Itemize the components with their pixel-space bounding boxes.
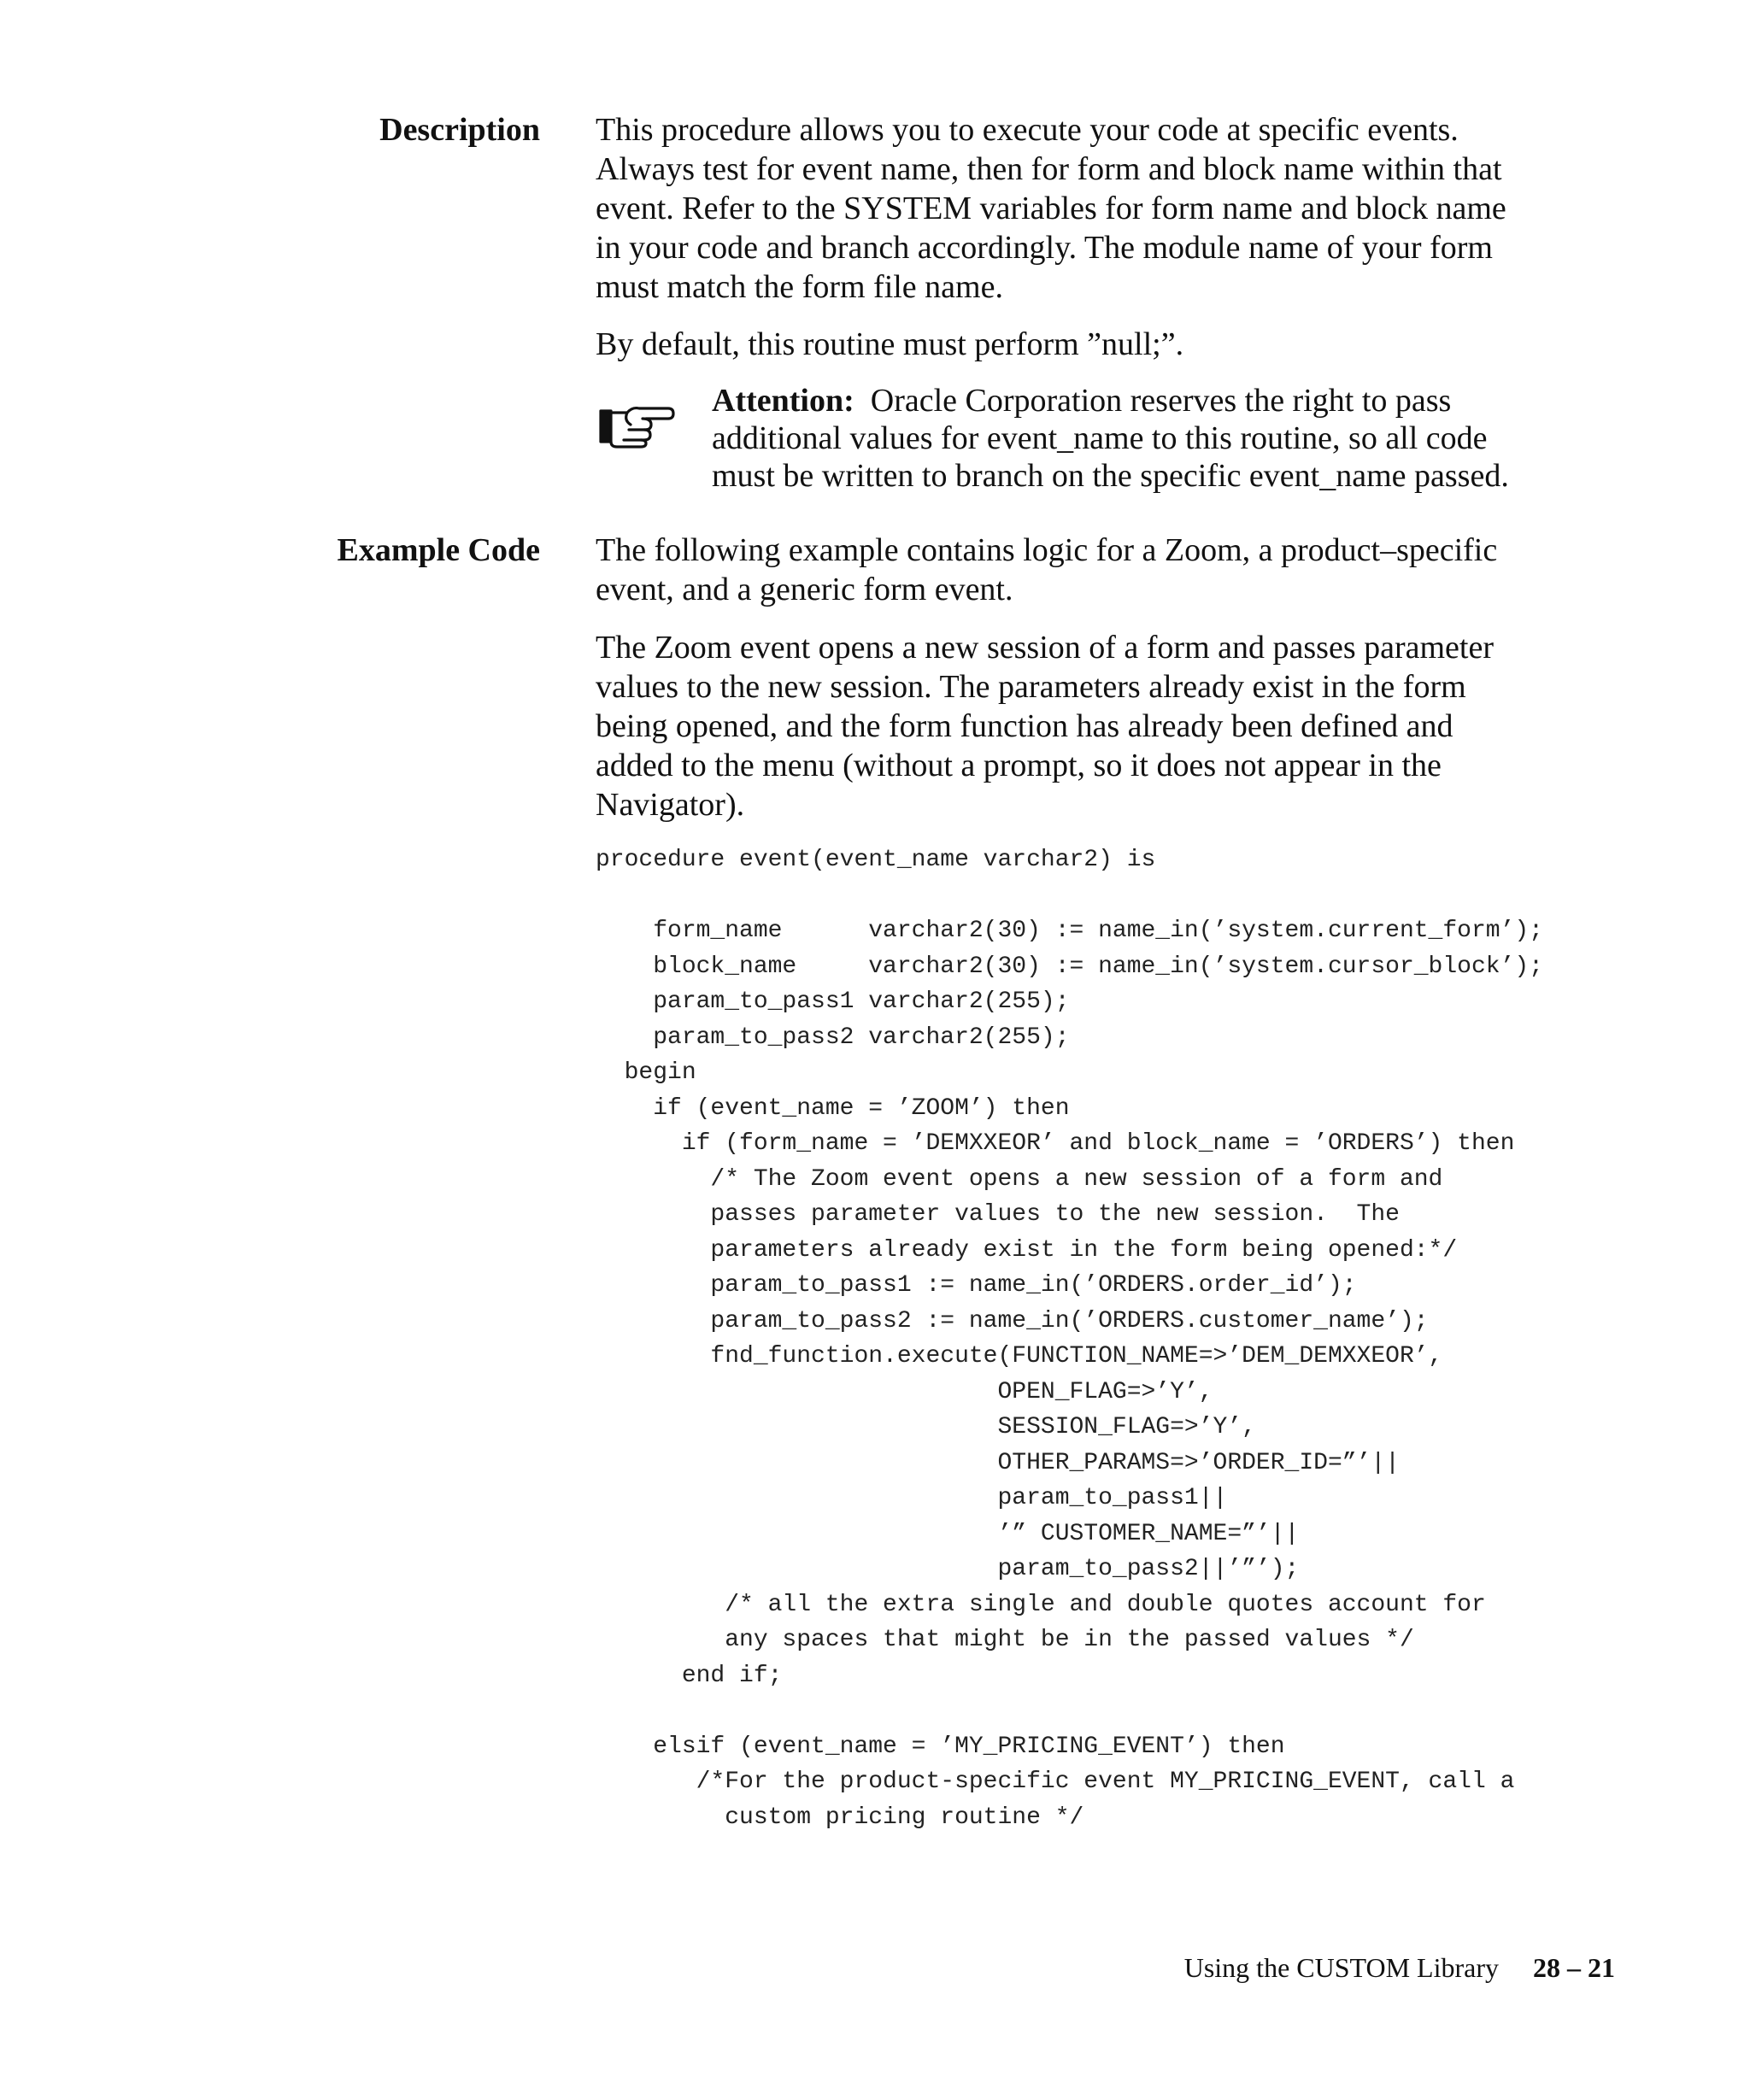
description-line: in your code and branch accordingly. The module name of your form <box>596 230 1493 266</box>
attention-line: additional values for event_name to this routine, so all code <box>712 420 1488 456</box>
attention-note <box>712 382 1652 495</box>
zoom-event-line: added to the menu (without a prompt, so it does not appear in the <box>596 748 1442 783</box>
example-intro-line: event, and a generic form event. <box>596 572 1013 607</box>
zoom-event-line: values to the new session. The parameters already exist in the form <box>596 669 1466 705</box>
description-line: Always test for event name, then for form and block name within that <box>596 151 1502 187</box>
description-line: must match the form file name. <box>596 269 1003 305</box>
pointing-hand-icon <box>598 402 677 449</box>
description-label: Description <box>379 112 540 148</box>
description-line: This procedure allows you to execute your code at specific events. <box>596 112 1459 148</box>
zoom-event-paragraph <box>596 628 1638 824</box>
example-intro-paragraph <box>596 531 1638 609</box>
footer-chapter-title: Using the CUSTOM Library <box>1183 1952 1499 1983</box>
default-null-paragraph <box>596 325 1638 364</box>
default-null-text: By default, this routine must perform ”null;”. <box>596 326 1184 362</box>
footer-page-number: 28 – 21 <box>1533 1952 1615 1983</box>
attention-text: Oracle Corporation reserves the right to pass <box>870 383 1452 419</box>
zoom-event-line: Navigator). <box>596 787 745 823</box>
page-footer <box>1162 1950 1615 1985</box>
example-code-block: procedure event(event_name varchar2) is form_name varchar2(30) := name_in(’system.current_form’); block_name varchar2(30) := name_in(’system.cursor_block’); param_to_pass1 varchar2(255); param_to_pass2 varchar2(255); begin if (event_name = ’ZOOM’) then if (form_name = ’DEMXXEOR’ and block_name = ’ORDERS’) then /* The Zoom event opens a new session of a form and passes parameter values to the new session. The parameters already exist in the form being opened:*/ param_to_pass1 := name_in(’ORDERS.order_id’); param_to_pass2 := name_in(’ORDERS.customer_name’); fnd_function.execute(FUNCTION_NAME=>’DEM_DEMXXEOR’, OPEN_FLAG=>’Y’, SESSION_FLAG=>’Y’, OTHER_PARAMS=>’ORDER_ID=”’|| param_to_pass1|| ’” CUSTOMER_NAME=”’|| param_to_pass2||’”’); /* all the extra single and double quotes account for any spaces that might be in the passed values */ end if; elsif (event_name = ’MY_PRICING_EVENT’) then /*For the product-specific event MY_PRICING_EVENT, call a custom pricing routine */ <box>596 847 1543 1831</box>
attention-label: Attention: <box>712 383 854 419</box>
attention-line: must be written to branch on the specific event_name passed. <box>712 458 1509 494</box>
zoom-event-line: The Zoom event opens a new session of a form and passes parameter <box>596 630 1494 666</box>
zoom-event-line: being opened, and the form function has already been defined and <box>596 708 1453 744</box>
example-code-label: Example Code <box>337 532 540 568</box>
description-line: event. Refer to the SYSTEM variables for form name and block name <box>596 191 1506 226</box>
description-paragraph <box>596 110 1638 307</box>
attention-line <box>712 382 1652 419</box>
example-intro-line: The following example contains logic for a Zoom, a product–specific <box>596 532 1498 568</box>
